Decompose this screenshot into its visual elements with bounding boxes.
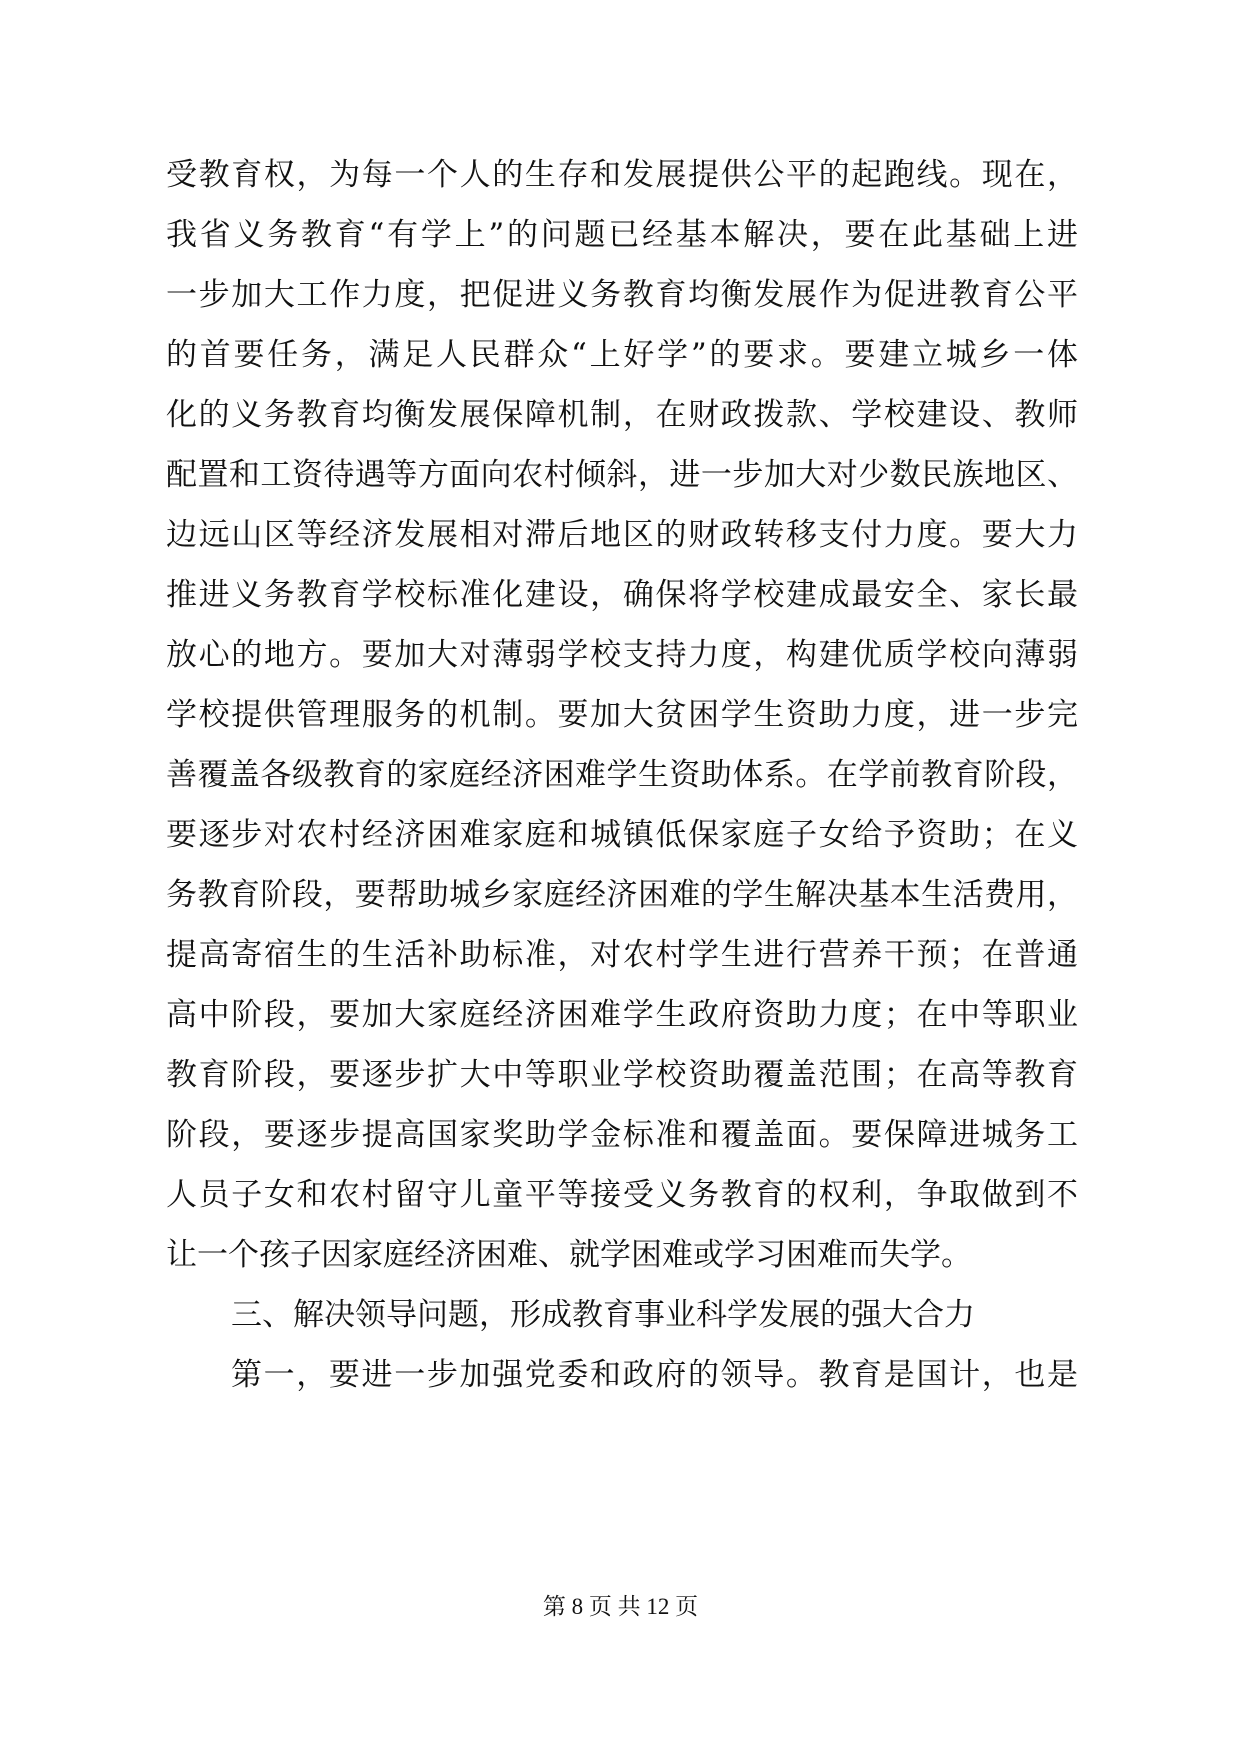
body-text-line: 放心的地方。要加大对薄弱学校支持力度，构建优质学校向薄弱 — [166, 637, 1078, 673]
body-text-line: 的首要任务，满足人民群众“上好学”的要求。要建立城乡一体 — [166, 337, 1078, 373]
body-text-line: 边远山区等经济发展相对滞后地区的财政转移支付力度。要大力 — [166, 517, 1078, 553]
body-text-line: 推进义务教育学校标准化建设，确保将学校建成最安全、家长最 — [166, 577, 1078, 613]
body-text-line: 学校提供管理服务的机制。要加大贫困学生资助力度，进一步完 — [166, 697, 1078, 733]
page-footer: 第 8 页 共 12 页 — [542, 1594, 699, 1619]
body-text-line: 让一个孩子因家庭经济困难、就学困难或学习困难而失学。 — [166, 1237, 972, 1273]
body-text-line: 受教育权，为每一个人的生存和发展提供公平的起跑线。现在， — [166, 157, 1078, 193]
body-text-line: 配置和工资待遇等方面向农村倾斜，进一步加大对少数民族地区、 — [166, 457, 1078, 493]
body-text-line: 务教育阶段，要帮助城乡家庭经济困难的学生解决基本生活费用， — [166, 877, 1078, 913]
body-text-line: 化的义务教育均衡发展保障机制，在财政拨款、学校建设、教师 — [166, 397, 1078, 433]
body-text-line: 要逐步对农村经济困难家庭和城镇低保家庭子女给予资助；在义 — [166, 817, 1078, 853]
body-text-line: 善覆盖各级教育的家庭经济困难学生资助体系。在学前教育阶段， — [166, 757, 1078, 793]
body-text-line: 人员子女和农村留守儿童平等接受义务教育的权利，争取做到不 — [166, 1177, 1078, 1213]
section-heading: 三、解决领导问题，形成教育事业科学发展的强大合力 — [231, 1297, 975, 1333]
paragraph-start-line: 第一，要进一步加强党委和政府的领导。教育是国计，也是 — [231, 1357, 1078, 1393]
body-text-line: 教育阶段，要逐步扩大中等职业学校资助覆盖范围；在高等教育 — [166, 1057, 1078, 1093]
body-text-line: 高中阶段，要加大家庭经济困难学生政府资助力度；在中等职业 — [166, 997, 1078, 1033]
body-text-line: 一步加大工作力度，把促进义务教育均衡发展作为促进教育公平 — [166, 277, 1078, 313]
body-text-line: 我省义务教育“有学上”的问题已经基本解决，要在此基础上进 — [166, 217, 1078, 253]
body-text-line: 提高寄宿生的生活补助标准，对农村学生进行营养干预；在普通 — [166, 937, 1078, 973]
body-text-line: 阶段，要逐步提高国家奖助学金标准和覆盖面。要保障进城务工 — [166, 1117, 1078, 1153]
